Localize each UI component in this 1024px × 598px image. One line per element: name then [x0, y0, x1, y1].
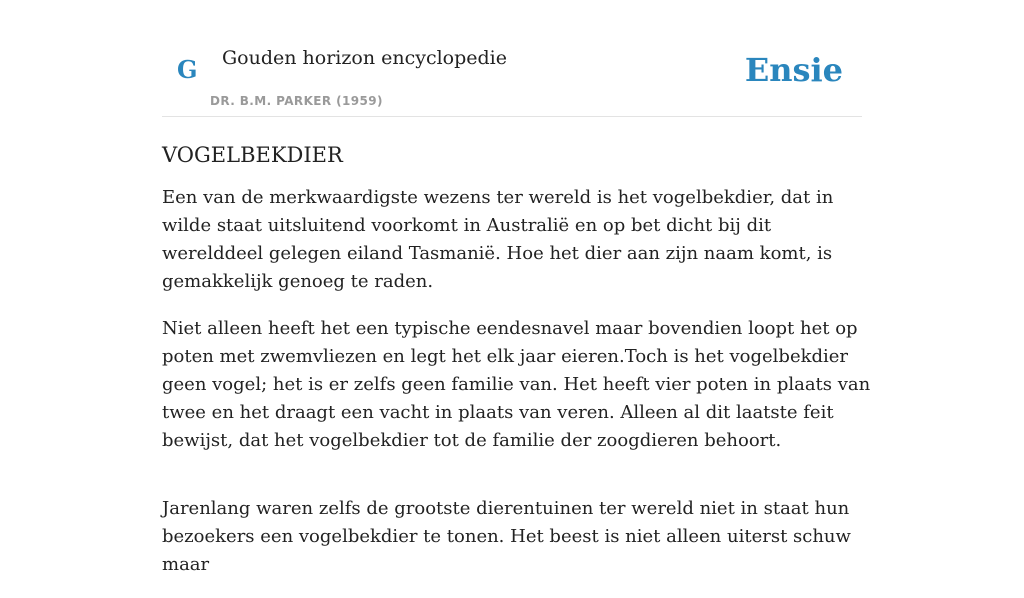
brand-logo[interactable]: Ensie — [744, 51, 843, 89]
article-headword: VOGELBEKDIER — [162, 143, 343, 167]
book-author: DR. B.M. PARKER (1959) — [210, 94, 383, 108]
article — [162, 140, 871, 598]
article-paragraph: Niet alleen heeft het een typische eendesnavel maar bovendien loopt het op poten met zwemvliezen en legt het elk jaar eieren.Toch is het vogelbekdier geen vogel; het is er zelfs geen familie van. Het heeft vier poten in plaats van twee en het draagt een vacht in plaats van veren. Alleen al dit laatste feit bewijst, dat het vogelbekdier tot de familie der zoogdieren behoort. — [162, 318, 871, 451]
article-paragraph: Jarenlang waren zelfs de grootste dierentuinen ter wereld niet in staat hun bezoekers een vogelbekdier te tonen. Het beest is niet alleen uiterst schuw maar — [162, 498, 851, 575]
article-paragraph: Een van de merkwaardigste wezens ter wereld is het vogelbekdier, dat in wilde staat uitsluitend voorkomt in Australië en op bet dicht bij dit werelddeel gelegen eiland Tasmanië. Hoe het dier aan zijn naam komt, is gemakkelijk genoeg te raden. — [162, 187, 834, 292]
book-title-link[interactable]: Gouden horizon encyclopedie — [222, 47, 507, 69]
page-header — [162, 0, 862, 117]
book-logo[interactable]: G — [177, 55, 198, 84]
